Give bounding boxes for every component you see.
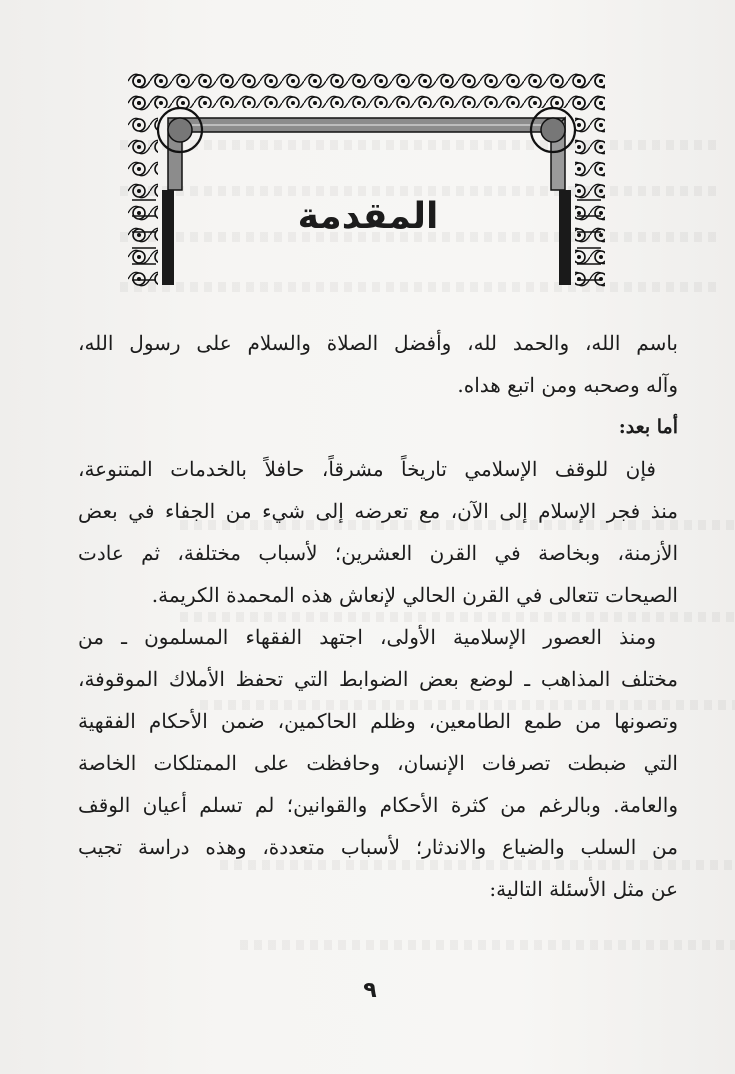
text-line: من السلب والضياع والاندثار؛ لأسباب متعددة، وهذه دراسة تجيب [78,835,678,859]
text-line: باسم الله، والحمد لله، وأفضل الصلاة والسلام على رسول الله، [78,331,678,355]
text-line: وآله وصحبه ومن اتبع هداه. [457,373,678,397]
text-line: فإن للوقف الإسلامي تاريخاً مشرقاً، حافلاً بالخدمات المتنوعة، [78,457,656,481]
section-heading: أما بعد: [618,416,678,438]
text-line: مختلف المذاهب ـ لوضع بعض الضوابط التي تحفظ الأملاك الموقوفة، [78,667,678,691]
text-line: الأزمنة، وبخاصة في القرن العشرين؛ لأسباب مختلفة، ثم عادت [78,541,678,565]
body-text [78,322,678,910]
text-line: التي ضبطت تصرفات الإنسان، وحافظت على الممتلكات الخاصة [78,751,678,775]
text-line: ومنذ العصور الإسلامية الأولى، اجتهد الفقهاء المسلمون ـ من [78,625,656,649]
chapter-title: المقدمة [297,196,439,237]
text-line: منذ فجر الإسلام إلى الآن، مع تعرضه إلى شيء من الجفاء في بعض [78,499,678,523]
ornamental-frame [128,70,605,288]
text-line: والعامة. وبالرغم من كثرة الأحكام والقوانين؛ لم تسلم أعيان الوقف [78,793,678,817]
page-number: ٩ [363,978,377,1003]
text-line: وتصونها من طمع الطامعين، وظلم الحاكمين، ضمن الأحكام الفقهية [78,709,678,733]
text-line: عن مثل الأسئلة التالية: [489,877,678,901]
text-line: الصيحات تتعالى في القرن الحالي لإنعاش هذه المحمدة الكريمة. [151,583,678,607]
